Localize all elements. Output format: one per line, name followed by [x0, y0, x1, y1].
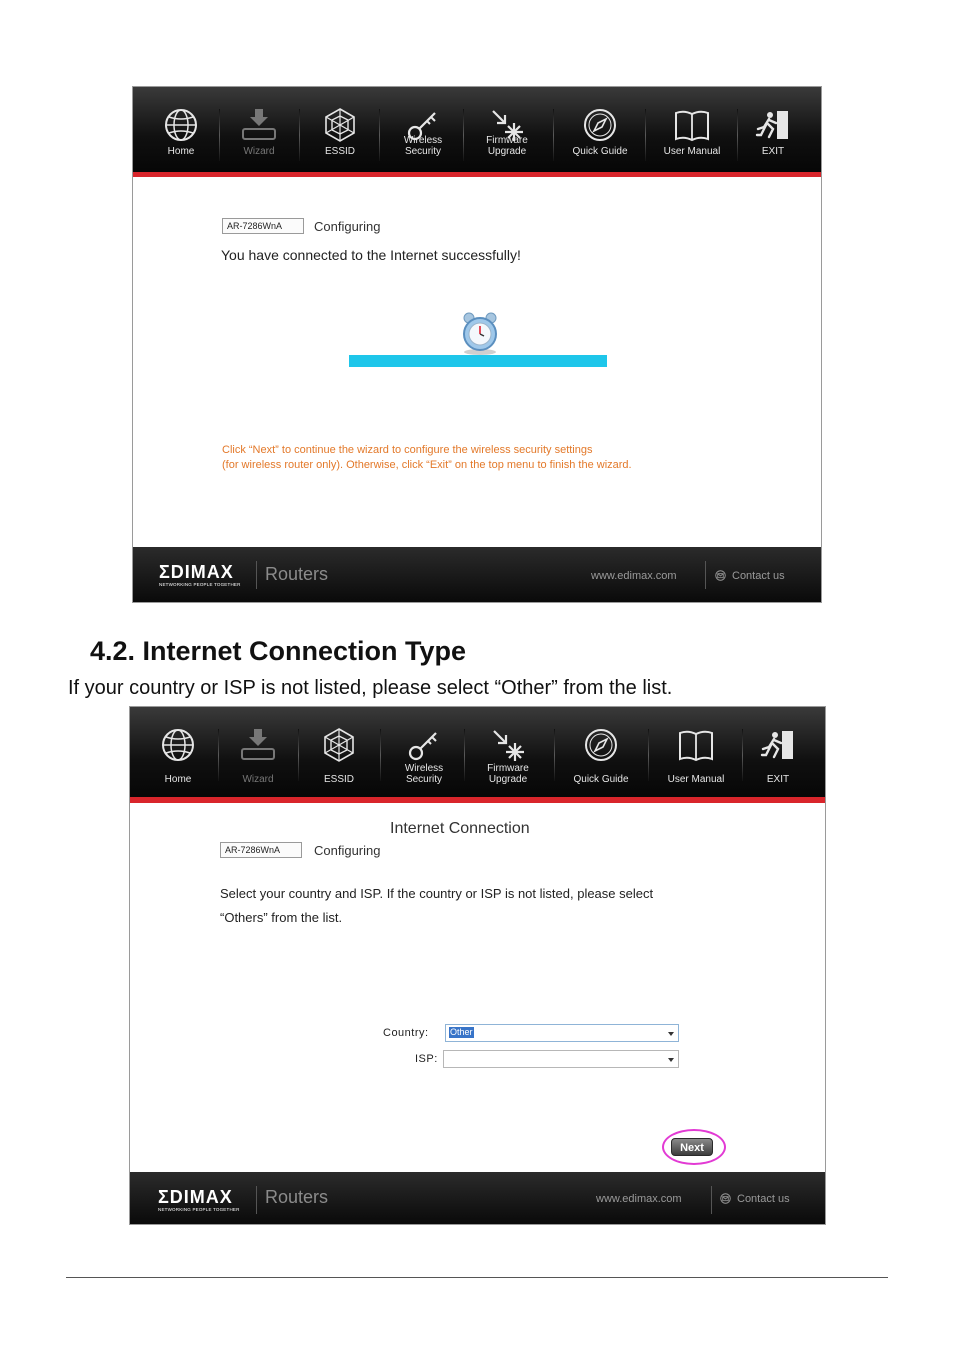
- menu-item-essid[interactable]: [304, 707, 374, 797]
- wizard-note: [222, 443, 632, 473]
- footer-divider: [705, 561, 706, 589]
- envelope-icon: [720, 1193, 731, 1204]
- dropdown-arrow-icon: [668, 1058, 674, 1062]
- isp-label: ISP:: [415, 1053, 438, 1065]
- menu-label-home: Home: [167, 146, 195, 157]
- country-selected-value: Other: [450, 1027, 473, 1037]
- menu-label-home: Home: [164, 774, 192, 785]
- screenshot-internet-connection: [129, 706, 826, 1225]
- menu-item-wireless-security[interactable]: [385, 87, 461, 171]
- menu-divider: [379, 109, 380, 161]
- compass-icon: [582, 107, 618, 143]
- country-select[interactable]: [445, 1024, 679, 1042]
- menu-item-quick-guide[interactable]: [559, 87, 641, 171]
- wizard-note-line: (for wireless router only). Otherwise, click “Exit” on the top menu to finish the wizard.: [222, 459, 632, 471]
- menu-divider: [742, 729, 743, 781]
- menu-label-wireless-security: [386, 763, 462, 785]
- menu-label-essid: ESSID: [324, 146, 355, 157]
- contact-us-label: Contact us: [732, 570, 785, 582]
- section-description: If your country or ISP is not listed, please select “Other” from the list.: [68, 677, 673, 699]
- menu-label-quick-guide: Quick Guide: [573, 774, 629, 785]
- menu-item-exit[interactable]: [748, 707, 808, 797]
- logo-tagline: NETWORKING PEOPLE TOGETHER: [158, 1207, 240, 1212]
- menu-label-line: Wireless: [403, 135, 443, 146]
- footer-divider: [256, 1186, 257, 1214]
- menu-divider: [464, 729, 465, 781]
- menu-item-firmware-upgrade[interactable]: [470, 707, 546, 797]
- menu-item-wizard[interactable]: [225, 87, 293, 171]
- menu-divider: [219, 109, 220, 161]
- menu-item-exit[interactable]: [743, 87, 803, 171]
- page-footer-rule: [66, 1277, 888, 1278]
- menu-divider: [737, 109, 738, 161]
- menu-label-firmware-upgrade: [470, 763, 546, 785]
- edimax-logo: [158, 1188, 240, 1212]
- edimax-logo: [159, 563, 241, 587]
- compass-icon: [583, 727, 619, 763]
- menu-label-line: Upgrade: [488, 774, 528, 785]
- website-link[interactable]: www.edimax.com: [591, 570, 677, 582]
- logo-wordmark: ΣDIMAX: [158, 1187, 233, 1207]
- menu-item-wireless-security[interactable]: [386, 707, 462, 797]
- menu-divider: [298, 729, 299, 781]
- envelope-icon: [715, 570, 726, 581]
- contact-us-label: Contact us: [737, 1193, 790, 1205]
- menu-divider: [648, 729, 649, 781]
- menu-label-exit: EXIT: [766, 774, 790, 785]
- menu-label-wizard: Wizard: [242, 774, 274, 785]
- key-icon: [406, 727, 442, 763]
- menu-label-user-manual: User Manual: [663, 146, 721, 157]
- success-message: You have connected to the Internet successfully!: [221, 247, 521, 263]
- firmware-sparkle-icon: [490, 727, 526, 763]
- menu-label-exit: EXIT: [761, 146, 785, 157]
- menu-divider: [218, 729, 219, 781]
- spiderweb-icon: [321, 727, 357, 763]
- footer-divider: [256, 561, 257, 589]
- menu-item-home[interactable]: [147, 87, 215, 171]
- exit-running-icon: [760, 727, 796, 763]
- next-button[interactable]: Next: [671, 1138, 713, 1156]
- footer-bar: [133, 547, 821, 602]
- menu-divider: [463, 109, 464, 161]
- menu-divider: [554, 729, 555, 781]
- instruction-line: Select your country and ISP. If the country or ISP is not listed, please select: [220, 886, 654, 901]
- wizard-note-line: Click “Next” to continue the wizard to configure the wireless security settings: [222, 444, 593, 456]
- menu-divider: [299, 109, 300, 161]
- instruction-line: “Others” from the list.: [220, 910, 343, 925]
- instruction-text: [220, 882, 653, 930]
- open-book-icon: [674, 107, 710, 143]
- screenshot-configuring-success: [132, 86, 822, 603]
- configuring-label: Configuring: [314, 843, 381, 858]
- configuring-label: Configuring: [314, 219, 381, 234]
- menu-label-line: Security: [405, 774, 443, 785]
- section-heading: 4.2. Internet Connection Type: [90, 636, 467, 666]
- menu-item-wizard[interactable]: [224, 707, 292, 797]
- progress-bar-fill: [349, 355, 607, 367]
- menu-label-line: Firmware: [487, 763, 529, 774]
- menu-item-user-manual[interactable]: [651, 87, 733, 171]
- menu-label-line: Wireless: [404, 763, 444, 774]
- contact-us-link[interactable]: [715, 570, 785, 582]
- footer-bar: [130, 1172, 825, 1224]
- menu-item-user-manual[interactable]: [654, 707, 738, 797]
- menu-label-line: Security: [404, 146, 442, 157]
- open-book-icon: [678, 727, 714, 763]
- menu-divider: [380, 729, 381, 781]
- menu-accent-line: [133, 172, 821, 177]
- footer-divider: [711, 1186, 712, 1214]
- top-menu-bar: [133, 87, 821, 177]
- menu-label-wireless-security: [385, 135, 461, 157]
- logo-wordmark: ΣDIMAX: [159, 562, 234, 582]
- menu-divider: [553, 109, 554, 161]
- menu-item-firmware-upgrade[interactable]: [469, 87, 545, 171]
- routers-label: Routers: [265, 1187, 329, 1207]
- exit-running-icon: [755, 107, 791, 143]
- progress-bar-track: [349, 355, 607, 367]
- globe-icon: [163, 107, 199, 143]
- isp-select[interactable]: [443, 1050, 679, 1068]
- country-label: Country:: [383, 1027, 429, 1039]
- model-name-box: AR-7286WnA: [222, 218, 304, 234]
- menu-accent-line: [130, 797, 825, 803]
- menu-label-line: Firmware: [486, 135, 528, 146]
- spiderweb-icon: [322, 107, 358, 143]
- menu-item-home[interactable]: [144, 707, 212, 797]
- website-link[interactable]: www.edimax.com: [596, 1193, 682, 1205]
- menu-divider: [645, 109, 646, 161]
- menu-label-wizard: Wizard: [243, 146, 275, 157]
- routers-label: Routers: [265, 564, 329, 584]
- page-title: Internet Connection: [390, 820, 530, 837]
- menu-label-line: Upgrade: [487, 146, 527, 157]
- menu-label-user-manual: User Manual: [667, 774, 725, 785]
- menu-label-essid: ESSID: [323, 774, 354, 785]
- model-name-box: AR-7286WnA: [220, 842, 302, 858]
- menu-label-quick-guide: Quick Guide: [572, 146, 628, 157]
- logo-tagline: NETWORKING PEOPLE TOGETHER: [159, 582, 241, 587]
- menu-item-essid[interactable]: [305, 87, 375, 171]
- top-menu-bar: [130, 707, 825, 803]
- wizard-download-icon: [240, 727, 276, 763]
- alarm-clock-icon: [460, 311, 500, 355]
- menu-label-firmware-upgrade: [469, 135, 545, 157]
- wizard-download-icon: [241, 107, 277, 143]
- contact-us-link[interactable]: [720, 1193, 790, 1205]
- globe-icon: [160, 727, 196, 763]
- dropdown-arrow-icon: [668, 1032, 674, 1036]
- menu-item-quick-guide[interactable]: [560, 707, 642, 797]
